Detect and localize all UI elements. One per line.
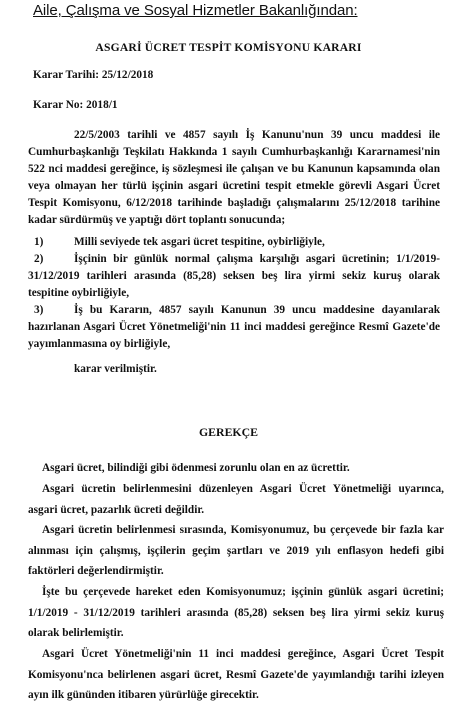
item-text: İş bu Kararın, 4857 sayılı Kanunun 39 uncu maddesine dayanılarak hazırlanan Asgari Ücret Yönetmeliği'nin 11 inci maddesi gereğince Resmî Gazete'de yayımlanmasına oy birliğiyle, bbox=[28, 304, 440, 350]
item-number: 1) bbox=[34, 236, 44, 248]
rationale-paragraph: Asgari Ücret Yönetmeliği'nin 11 inci maddesi gereğince, Asgari Ücret Tespit Komisyonu'nca belirlenen asgari ücret, Resmî Gazete'de yayımlandığı tarihi izleyen ayın ilk gününden itibaren yürürlüğe girecektir. bbox=[28, 648, 444, 702]
issuer-header: Aile, Çalışma ve Sosyal Hizmetler Bakanlığından: bbox=[33, 2, 358, 19]
decision-title: ASGARİ ÜCRET TESPİT KOMİSYONU KARARI bbox=[95, 41, 362, 54]
decision-intro-paragraph: 22/5/2003 tarihli ve 4857 sayılı İş Kanunu'nun 39 uncu maddesi ile Cumhurbaşkanlığı Teşkilatı Hakkında 1 sayılı Cumhurbaşkanlığı Kararnamesi'nin 522 nci maddesi gereğince, iş sözleşmesi ile çalışan ve bu Kanunun kapsamında olan veya olmayan her türlü işçinin asgari ücretini tespit etmekle görevli Asgari Ücret Tespit Komisyonu, 6/12/2018 tarihinde başladığı çalışmalarını 25/12/2018 tarihine kadar sürdürmüş ve yaptığı dört toplantı sonucunda; bbox=[28, 129, 440, 226]
rationale-paragraph: Asgari ücretin belirlenmesi sırasında, Komisyonumuz, bu çerçevede bir fazla kar alınması için çalışmış, işçilerin geçim şartları ve 2019 yılı enflasyon hedefi gibi faktörleri değerlendirmiştir. bbox=[28, 524, 444, 578]
item-text: İşçinin bir günlük normal çalışma karşılığı asgari ücretinin; 1/1/2019-31/12/2019 tarihleri arasında (85,28) seksen beş lira yirmi sekiz kuruş olarak tespitine oybirliğiyle, bbox=[28, 253, 440, 299]
item-text: Milli seviyede tek asgari ücret tespitine, oybirliğiyle, bbox=[74, 236, 325, 248]
rationale-heading: GEREKÇE bbox=[199, 425, 258, 439]
decision-number: Karar No: 2018/1 bbox=[33, 99, 118, 111]
decision-closing: karar verilmiştir. bbox=[74, 363, 157, 375]
rationale-paragraph: Asgari ücretin belirlenmesini düzenleyen Asgari Ücret Yönetmeliği uyarınca, asgari ücret, pazarlık ücreti değildir. bbox=[28, 483, 444, 516]
item-number: 2) bbox=[34, 253, 44, 265]
decision-item-3 bbox=[28, 302, 440, 353]
rationale-paragraph: Asgari ücret, bilindiği gibi ödenmesi zorunlu olan en az ücrettir. bbox=[42, 462, 350, 474]
rationale-paragraph: İşte bu çerçevede hareket eden Komisyonumuz; işçinin günlük asgari ücretini; 1/1/2019 - 31/12/2019 tarihleri arasında (85,28) seksen beş lira yirmi sekiz kuruş olarak belirlemiştir. bbox=[28, 586, 444, 640]
decision-item-1 bbox=[28, 234, 440, 251]
item-number: 3) bbox=[34, 304, 44, 316]
decision-date: Karar Tarihi: 25/12/2018 bbox=[33, 69, 154, 81]
decision-item-2 bbox=[28, 251, 440, 302]
